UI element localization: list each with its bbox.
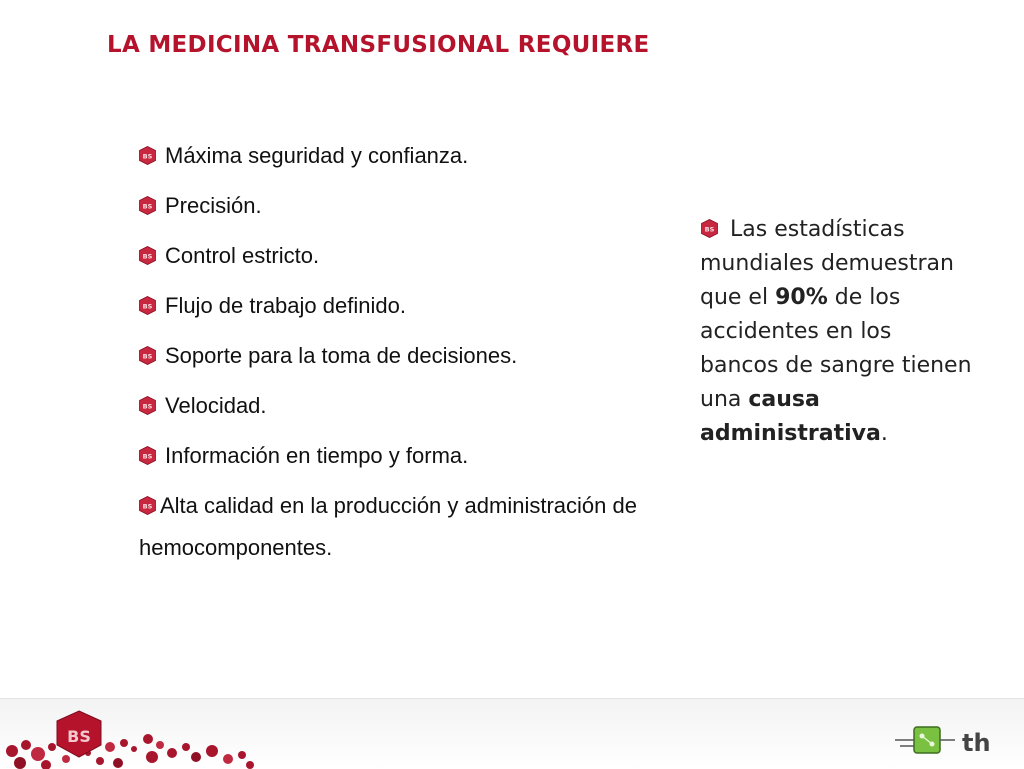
list-item [139,393,659,443]
footer-graphics [0,699,1024,769]
bs-logo [57,711,101,757]
svg-text:BS: BS [142,452,153,461]
list-item [139,193,659,243]
list-item [139,293,659,343]
bs-badge-icon [139,246,156,265]
svg-text:BS: BS [142,152,153,161]
list-item-text: Soporte para la toma de decisiones. [165,343,518,368]
callout-emphasis-percent: 90% [775,285,828,310]
page-title: LA MEDICINA TRANSFUSIONAL REQUIERE [107,32,650,58]
callout-emphasis-cause: causa administrativa [700,387,881,446]
callout-text: Las estadísticas mundiales demuestran que el [700,217,954,310]
list-item-text: Máxima seguridad y confianza. [165,143,469,168]
th-logo [895,727,991,757]
svg-text:BS: BS [142,202,153,211]
bs-badge-icon [139,446,156,465]
list-item-text: Flujo de trabajo definido. [165,293,406,318]
bs-badge-icon [139,296,156,315]
statistics-callout [700,213,975,451]
callout-text: de los accidentes en los bancos de sangre tienen una [700,285,972,412]
list-item-text: Información en tiempo y forma. [165,443,469,468]
callout-period: . [880,421,888,446]
list-item-text: Alta calidad en la producción y administración de hemocomponentes. [139,493,637,560]
list-item [139,143,659,193]
list-item [139,343,659,393]
svg-text:BS: BS [142,352,153,361]
blood-cells-decoration [6,734,254,769]
svg-text:BS: BS [704,225,715,234]
list-item [139,485,659,569]
list-item-text: Control estricto. [165,243,320,268]
bs-badge-icon [139,496,156,515]
bs-badge-icon [139,396,156,415]
bs-logo-text: BS [67,727,91,746]
bs-badge-icon [139,196,156,215]
bs-badge-icon [701,219,718,238]
list-item-text: Velocidad. [165,393,267,418]
requirements-list [139,143,659,569]
list-item-text: Precisión. [165,193,262,218]
svg-text:BS: BS [142,402,153,411]
th-logo-text: th [962,729,991,757]
footer-bar [0,698,1024,769]
bs-badge-icon [139,146,156,165]
svg-text:BS: BS [142,302,153,311]
svg-text:BS: BS [142,502,153,511]
list-item [139,243,659,293]
svg-text:BS: BS [142,252,153,261]
bs-badge-icon [139,346,156,365]
